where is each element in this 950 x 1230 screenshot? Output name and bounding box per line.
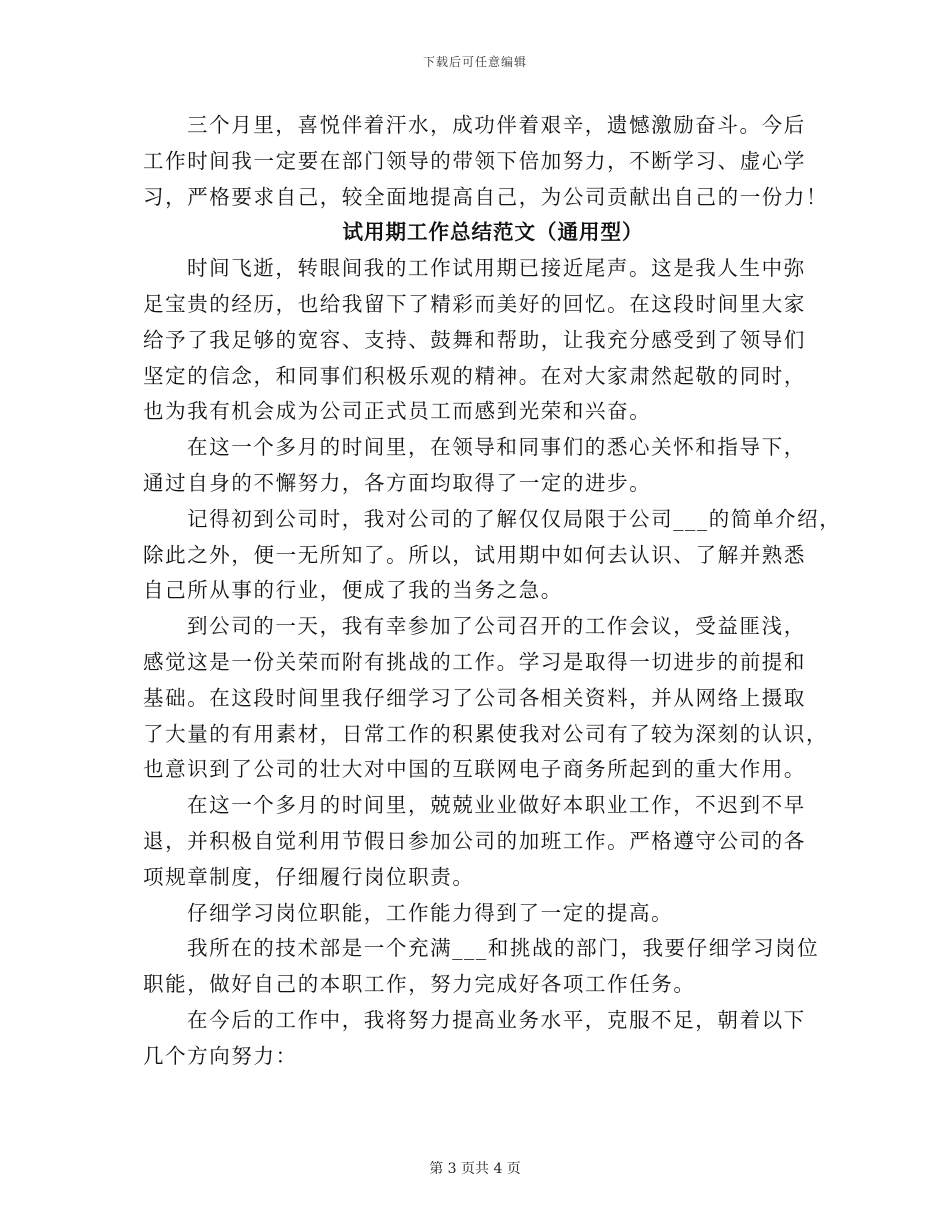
text-line: 了大量的有用素材，日常工作的积累使我对公司有了较为深刻的认识， xyxy=(143,721,829,746)
text-line: 坚定的信念，和同事们积极乐观的精神。在对大家肃然起敬的同时， xyxy=(143,363,806,388)
text-line: 在今后的工作中，我将努力提高业务水平，克服不足，朝着以下 xyxy=(187,1007,806,1032)
text-line: 到公司的一天，我有幸参加了公司召开的工作会议，受益匪浅， xyxy=(187,614,806,639)
text-line: 几个方向努力： xyxy=(143,1043,298,1068)
text-line: 仔细学习岗位职能，工作能力得到了一定的提高。 xyxy=(187,900,674,925)
text-line: 三个月里，喜悦伴着汗水，成功伴着艰辛，遗憾激励奋斗。今后 xyxy=(187,113,806,137)
text-line: 记得初到公司时，我对公司的了解仅仅局限于公司___的简单介绍， xyxy=(187,506,842,531)
text-line: 我所在的技术部是一个充满___和挑战的部门，我要仔细学习岗位 xyxy=(187,936,820,961)
text-line: 退，并积极自觉利用节假日参加公司的加班工作。严格遵守公司的各 xyxy=(143,828,806,853)
document-body xyxy=(143,108,842,1075)
text-line: 习，严格要求自己，较全面地提高自己，为公司贡献出自己的一份力！ xyxy=(143,184,829,209)
text-line: 也为我有机会成为公司正式员工而感到光荣和兴奋。 xyxy=(143,399,652,424)
text-line: 时间飞逝，转眼间我的工作试用期已接近尾声。这是我人生中弥 xyxy=(187,256,806,281)
section-title: 试用期工作总结范文（通用型） xyxy=(342,220,644,245)
text-line: 给予了我足够的宽容、支持、鼓舞和帮助，让我充分感受到了领导们 xyxy=(143,327,806,352)
text-line: 基础。在这段时间里我仔细学习了公司各相关资料，并从网络上摄取 xyxy=(143,685,806,710)
text-line: 项规章制度，仔细履行岗位职责。 xyxy=(143,864,475,889)
page-footer: 第 3 页共 4 页 xyxy=(429,1161,521,1177)
text-line: 职能，做好自己的本职工作，努力完成好各项工作任务。 xyxy=(143,972,696,997)
page-header: 下载后可任意编辑 xyxy=(422,55,527,69)
text-line: 工作时间我一定要在部门领导的带领下倍加努力，不断学习、虚心学 xyxy=(143,148,806,173)
text-line: 足宝贵的经历，也给我留下了精彩而美好的回忆。在这段时间里大家 xyxy=(143,291,806,316)
text-line: 在这一个多月的时间里，兢兢业业做好本职业工作，不迟到不早 xyxy=(187,793,806,818)
text-line: 感觉这是一份关荣而附有挑战的工作。学习是取得一切进步的前提和 xyxy=(143,649,806,674)
text-line: 除此之外，便一无所知了。所以，试用期中如何去认识、了解并熟悉 xyxy=(143,542,806,567)
text-line: 通过自身的不懈努力，各方面均取得了一定的进步。 xyxy=(143,470,652,495)
text-line: 在这一个多月的时间里，在领导和同事们的悉心关怀和指导下， xyxy=(187,435,806,460)
text-line: 自己所从事的行业，便成了我的当务之急。 xyxy=(143,578,563,603)
text-line: 也意识到了公司的壮大对中国的互联网电子商务所起到的重大作用。 xyxy=(143,757,806,782)
